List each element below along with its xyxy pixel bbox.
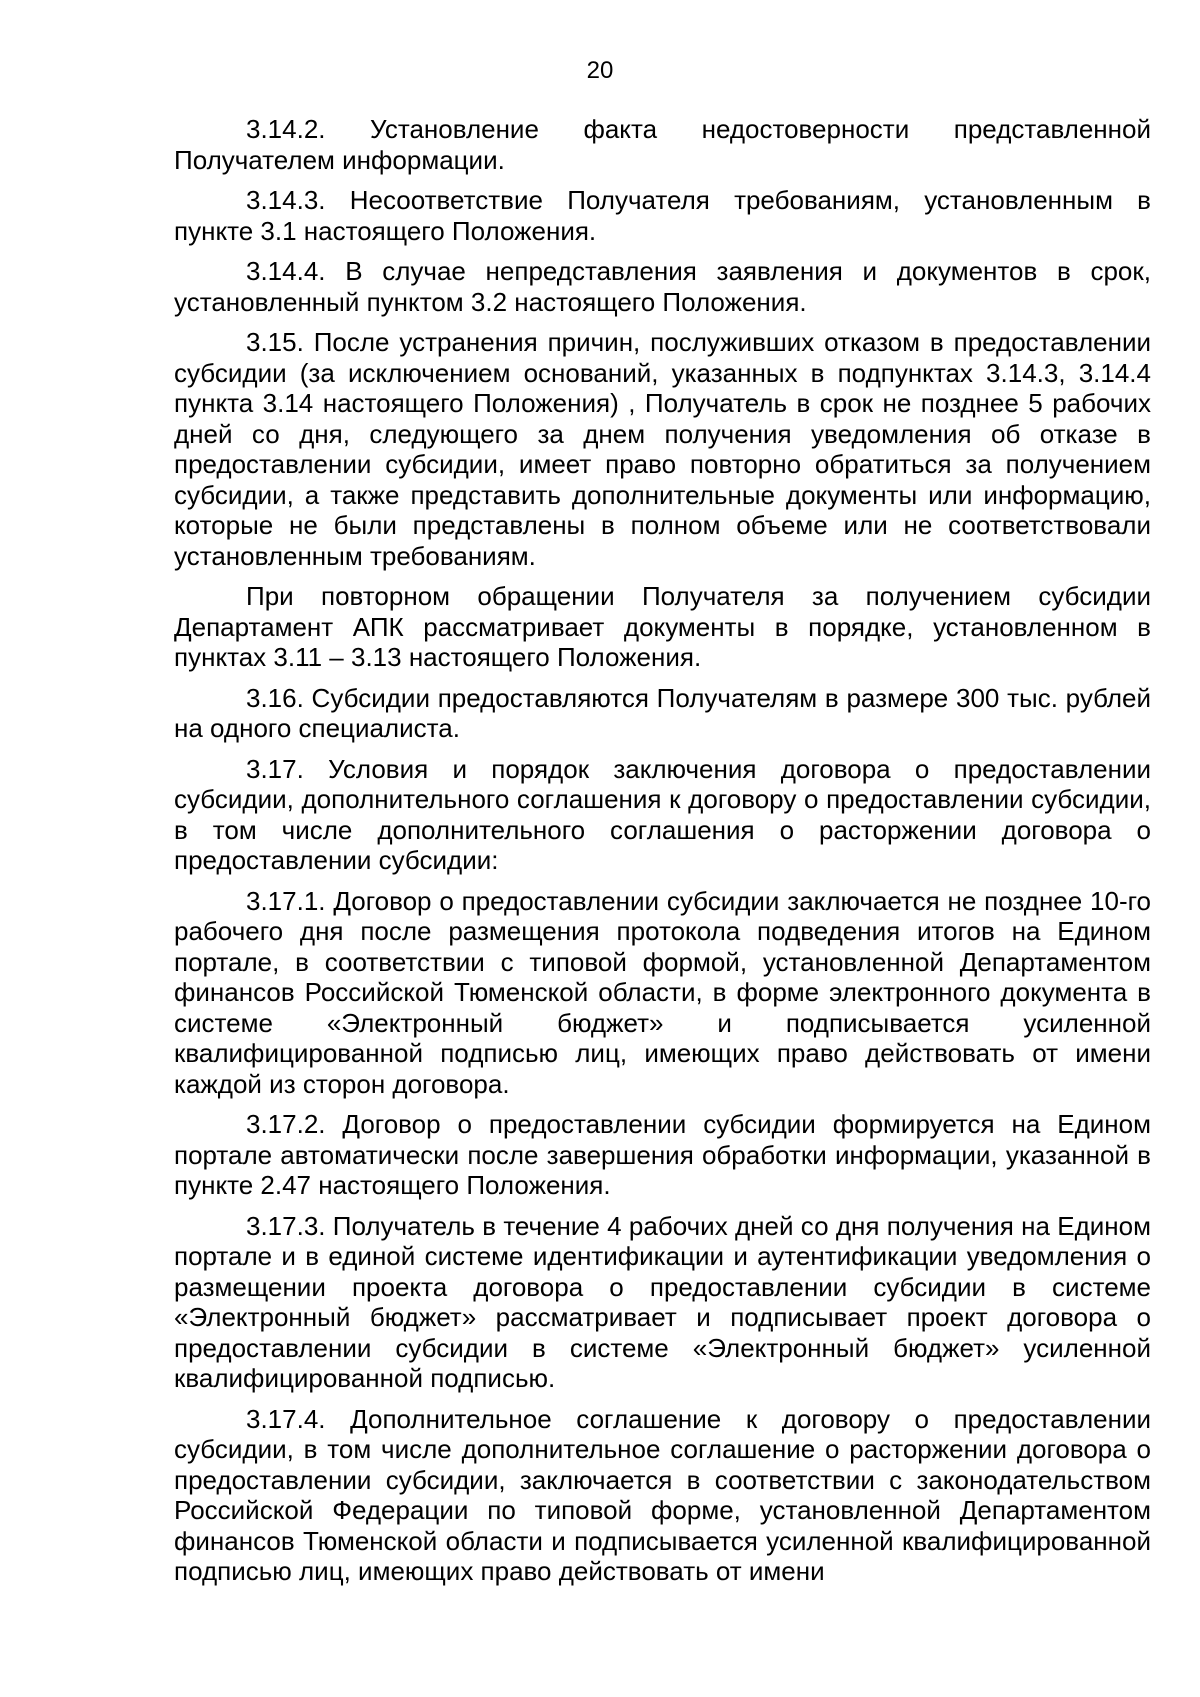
paragraph-3-14-2: 3.14.2. Установление факта недостоверности представленной Получателем информации.: [174, 114, 1151, 175]
paragraph-3-17-4: 3.17.4. Дополнительное соглашение к договору о предоставлении субсидии, в том числе дополнительное соглашение о расторжении договора о предоставлении субсидии, заключается в соответствии с законодательством Российской Федерации по типовой форме, установленной Департаментом финансов Тюменской области и подписывается усиленной квалифицированной подписью лиц, имеющих право действовать от имени: [174, 1403, 1151, 1586]
paragraph-3-17: 3.17. Условия и порядок заключения договора о предоставлении субсидии, дополнительного соглашения к договору о предоставлении субсидии, в том числе дополнительного соглашения о расторжении договора о предоставлении субсидии:: [174, 753, 1151, 875]
paragraph-3-17-2: 3.17.2. Договор о предоставлении субсидии формируется на Едином портале автоматически после завершения обработки информации, указанной в пункте 2.47 настоящего Положения.: [174, 1109, 1151, 1200]
paragraph-3-14-3: 3.14.3. Несоответствие Получателя требованиям, установленным в пункте 3.1 настоящего Положения.: [174, 185, 1151, 246]
page-number: 20: [586, 57, 614, 84]
paragraph-3-17-3: 3.17.3. Получатель в течение 4 рабочих дней со дня получения на Едином портале и в единой системе идентификации и аутентификации уведомления о размещении проекта договора о предоставлении субсидии в системе «Электронный бюджет» рассматривает и подписывает проект договора о предоставлении субсидии в системе «Электронный бюджет» усиленной квалифицированной подписью.: [174, 1210, 1151, 1393]
paragraph-repeat-request: При повторном обращении Получателя за получением субсидии Департамент АПК рассматривает документы в порядке, установленном в пунктах 3.11 – 3.13 настоящего Положения.: [174, 581, 1151, 672]
paragraph-3-14-4: 3.14.4. В случае непредставления заявления и документов в срок, установленный пунктом 3.2 настоящего Положения.: [174, 256, 1151, 317]
paragraph-3-17-1: 3.17.1. Договор о предоставлении субсидии заключается не позднее 10-го рабочего дня после размещения протокола подведения итогов на Едином портале, в соответствии с типовой формой, установленной Департаментом финансов Российской Тюменской области, в форме электронного документа в системе «Электронный бюджет» и подписывается усиленной квалифицированной подписью лиц, имеющих право действовать от имени каждой из сторон договора.: [174, 885, 1151, 1099]
document-body: [174, 114, 1151, 1597]
paragraph-3-16: 3.16. Субсидии предоставляются Получателям в размере 300 тыс. рублей на одного специалиста.: [174, 682, 1151, 743]
paragraph-3-15: 3.15. После устранения причин, послуживших отказом в предоставлении субсидии (за исключением оснований, указанных в подпунктах 3.14.3, 3.14.4 пункта 3.14 настоящего Положения) , Получатель в срок не позднее 5 рабочих дней со дня, следующего за днем получения уведомления об отказе в предоставлении субсидии, имеет право повторно обратиться за получением субсидии, а также представить дополнительные документы или информацию, которые не были представлены в полном объеме или не соответствовали установленным требованиям.: [174, 327, 1151, 571]
